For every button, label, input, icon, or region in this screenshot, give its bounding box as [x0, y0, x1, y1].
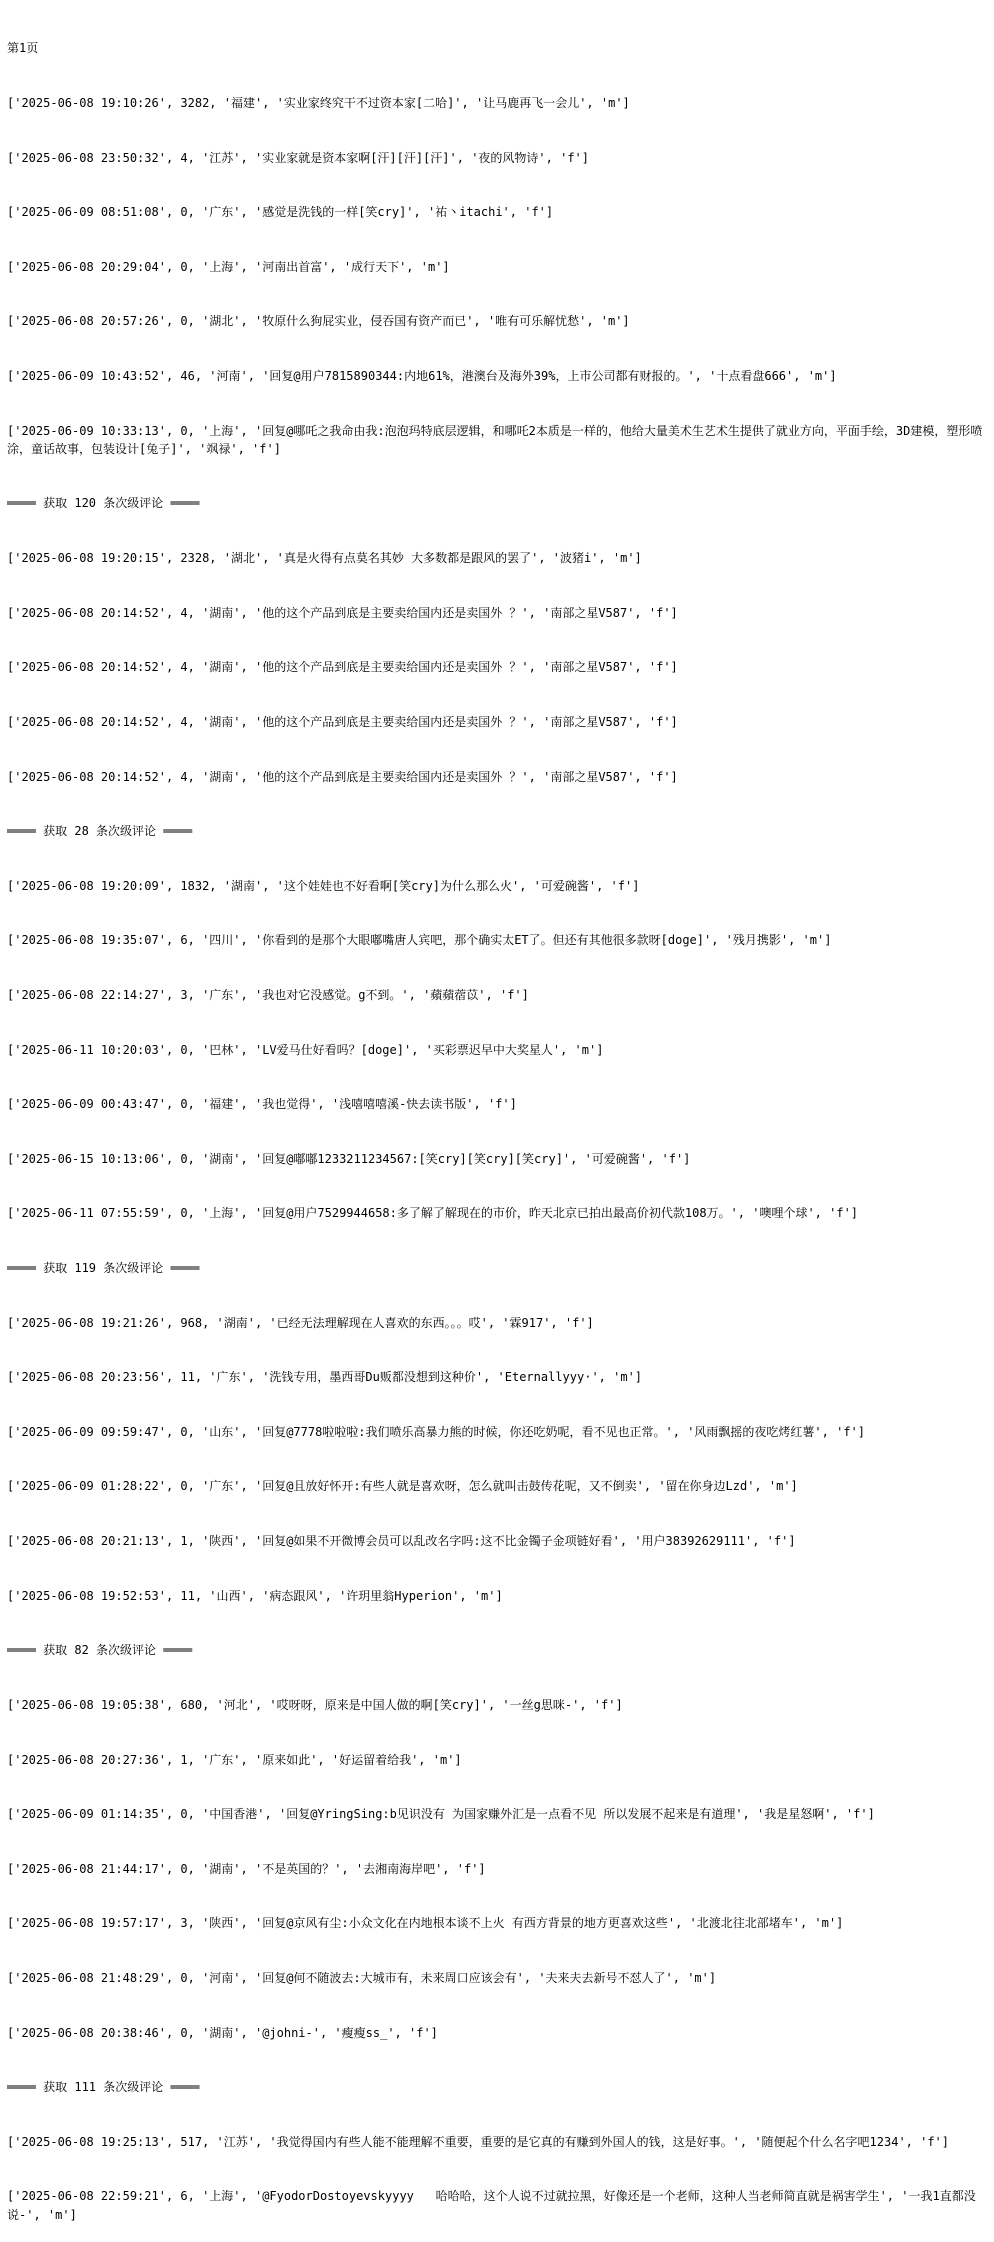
comment-row: ['2025-06-08 19:20:09', 1832, '湖南', '这个娃娃也不好看啊[笑cry]为什么那么火', '可爱碗酱', 'f']: [7, 878, 640, 893]
console-output: [7, 3, 989, 2222]
comment-row: ['2025-06-08 20:29:04', 0, '上海', '河南出首富', '成行天下', 'm']: [7, 259, 450, 274]
comment-row: ['2025-06-09 00:43:47', 0, '福建', '我也觉得', '浅嘻嘻嘻溪-快去读书版', 'f']: [7, 1097, 517, 1112]
comment-row: ['2025-06-08 20:14:52', 4, '湖南', '他的这个产品到底是主要卖给国内还是卖国外 ？', '南部之星V587', 'f']: [7, 714, 678, 729]
comment-row: ['2025-06-08 21:44:17', 0, '湖南', '不是英国的？', '去湘南海岸吧', 'f']: [7, 1861, 486, 1876]
comment-row: ['2025-06-08 20:14:52', 4, '湖南', '他的这个产品到底是主要卖给国内还是卖国外 ？', '南部之星V587', 'f']: [7, 605, 678, 620]
comment-row: ['2025-06-09 08:51:08', 0, '广东', '感觉是洗钱的一样[笑cry]', '祐丶itachi', 'f']: [7, 205, 554, 220]
comment-row: ['2025-06-08 23:50:32', 4, '江苏', '实业家就是资本家啊[汗][汗][汗]', '夜的风物诗', 'f']: [7, 150, 590, 165]
comment-row: ['2025-06-08 20:38:46', 0, '湖南', '@johni-', '瘦瘦ss_', 'f']: [7, 2025, 438, 2040]
section-divider: ════ 获取 119 条次级评论 ════: [7, 1261, 200, 1276]
section-divider: ════ 获取 82 条次级评论 ════: [7, 1643, 193, 1658]
comment-row: ['2025-06-09 10:33:13', 0, '上海', '回复@哪吒之我命由我:泡泡玛特底层逻辑，和哪吒2本质是一样的，他给大量美术生艺术生提供了就业方向，平面手绘，3D建模，塑形喷涂，童话故事，包装设计[兔子]', '飒禄', 'f']: [7, 423, 983, 456]
comment-row: ['2025-06-15 10:13:06', 0, '湖南', '回复@嘟嘟1233211234567:[笑cry][笑cry][笑cry]', '可爱碗酱', 'f']: [7, 1151, 691, 1166]
comment-row: ['2025-06-08 20:14:52', 4, '湖南', '他的这个产品到底是主要卖给国内还是卖国外 ？', '南部之星V587', 'f']: [7, 769, 678, 784]
comment-row: ['2025-06-08 19:21:26', 968, '湖南', '已经无法理解现在人喜欢的东西。。。哎', '霖917', 'f']: [7, 1315, 594, 1330]
section-divider: ════ 获取 120 条次级评论 ════: [7, 496, 200, 511]
comment-row: ['2025-06-08 19:10:26', 3282, '福建', '实业家终究干不过资本家[二哈]', '让马鹿再飞一会儿', 'm']: [7, 96, 630, 111]
comment-row: ['2025-06-09 01:28:22', 0, '广东', '回复@且放好怀开:有些人就是喜欢呀，怎么就叫击鼓传花呢，又不倒卖', '留在你身边Lzd', 'm']: [7, 1479, 798, 1494]
comment-row: ['2025-06-08 20:21:13', 1, '陕西', '回复@如果不开微博会员可以乱改名字吗:这不比金镯子金项链好看', '用户38392629111', 'f']: [7, 1534, 796, 1549]
comment-row: ['2025-06-09 09:59:47', 0, '山东', '回复@7778啦啦啦:我们喷乐高暴力熊的时候，你还吃奶呢，看不见也正常。', '风雨飘摇的夜吃烤红薯', 'f']: [7, 1424, 866, 1439]
comment-row: ['2025-06-09 01:14:35', 0, '中国香港', '回复@YringSing:b见识没有 为国家赚外汇是一点看不见 所以发展不起来是有道理', '我是星怒啊', 'f']: [7, 1807, 875, 1822]
comment-row: ['2025-06-08 19:52:53', 11, '山西', '病态跟风', '许玥里翁Hyperion', 'm']: [7, 1588, 503, 1603]
section-divider: ════ 获取 111 条次级评论 ════: [7, 2080, 200, 2095]
comment-row: ['2025-06-08 20:23:56', 11, '广东', '洗钱专用，墨西哥Du贩都没想到这种价', 'Eternallyyy·', 'm']: [7, 1370, 643, 1385]
comment-row: ['2025-06-08 19:20:15', 2328, '湖北', '真是火得有点莫名其妙 大多数都是跟风的罢了', '波猪i', 'm']: [7, 551, 642, 566]
page-label: 第1页: [7, 41, 39, 56]
section-divider: ════ 获取 28 条次级评论 ════: [7, 824, 193, 839]
comment-row: ['2025-06-08 19:57:17', 3, '陕西', '回复@京风有尘:小众文化在内地根本谈不上火 有西方背景的地方更喜欢这些', '北渡北往北部堵车', 'm']: [7, 1916, 844, 1931]
comment-row: ['2025-06-08 19:25:13', 517, '江苏', '我觉得国内有些人能不能理解不重要，重要的是它真的有赚到外国人的钱，这是好事。', '随便起个什么名字吧1234', 'f']: [7, 2134, 950, 2149]
comment-row: ['2025-06-08 19:05:38', 680, '河北', '哎呀呀，原来是中国人做的啊[笑cry]', '一丝g思咪-', 'f']: [7, 1697, 623, 1712]
comment-row: ['2025-06-08 21:48:29', 0, '河南', '回复@何不随波去:大城市有，未来周口应该会有', '夫来夫去新号不怼人了', 'm']: [7, 1970, 717, 1985]
comment-row: ['2025-06-08 20:57:26', 0, '湖北', '牧原什么狗屁实业，侵吞国有资产而已', '唯有可乐解忧愁', 'm']: [7, 314, 630, 329]
comment-row: ['2025-06-11 07:55:59', 0, '上海', '回复@用户7529944658:多了解了解现在的市价，昨天北京已拍出最高价初代款108万。', '噢哩个球', 'f']: [7, 1206, 859, 1221]
comment-row: ['2025-06-08 20:14:52', 4, '湖南', '他的这个产品到底是主要卖给国内还是卖国外 ？', '南部之星V587', 'f']: [7, 660, 678, 675]
comment-row: ['2025-06-08 22:59:21', 6, '上海', '@FyodorDostoyevskyyyy 哈哈哈，这个人说不过就拉黑，好像还是一个老师，这种人当老师简直就是祸害学生', '一我1直都没说-', 'm']: [7, 2189, 976, 2222]
comment-row: ['2025-06-08 20:27:36', 1, '广东', '原来如此', '好运留着给我', 'm']: [7, 1752, 462, 1767]
comment-row: ['2025-06-09 10:43:52', 46, '河南', '回复@用户7815890344:内地61%，港澳台及海外39%，上市公司都有财报的。', '十点看盘666', 'm']: [7, 369, 837, 384]
comment-row: ['2025-06-08 19:35:07', 6, '四川', '你看到的是那个大眼嘟嘴唐人宾吧，那个确实太ET了。但还有其他很多款呀[doge]', '残月携影', 'm']: [7, 933, 832, 948]
comment-row: ['2025-06-08 22:14:27', 3, '广东', '我也对它没感觉。g不到。', '蘋蘋蓿苡', 'f']: [7, 987, 529, 1002]
comment-row: ['2025-06-11 10:20:03', 0, '巴林', 'LV爱马仕好看吗？[doge]', '买彩票迟早中大奖星人', 'm']: [7, 1042, 604, 1057]
